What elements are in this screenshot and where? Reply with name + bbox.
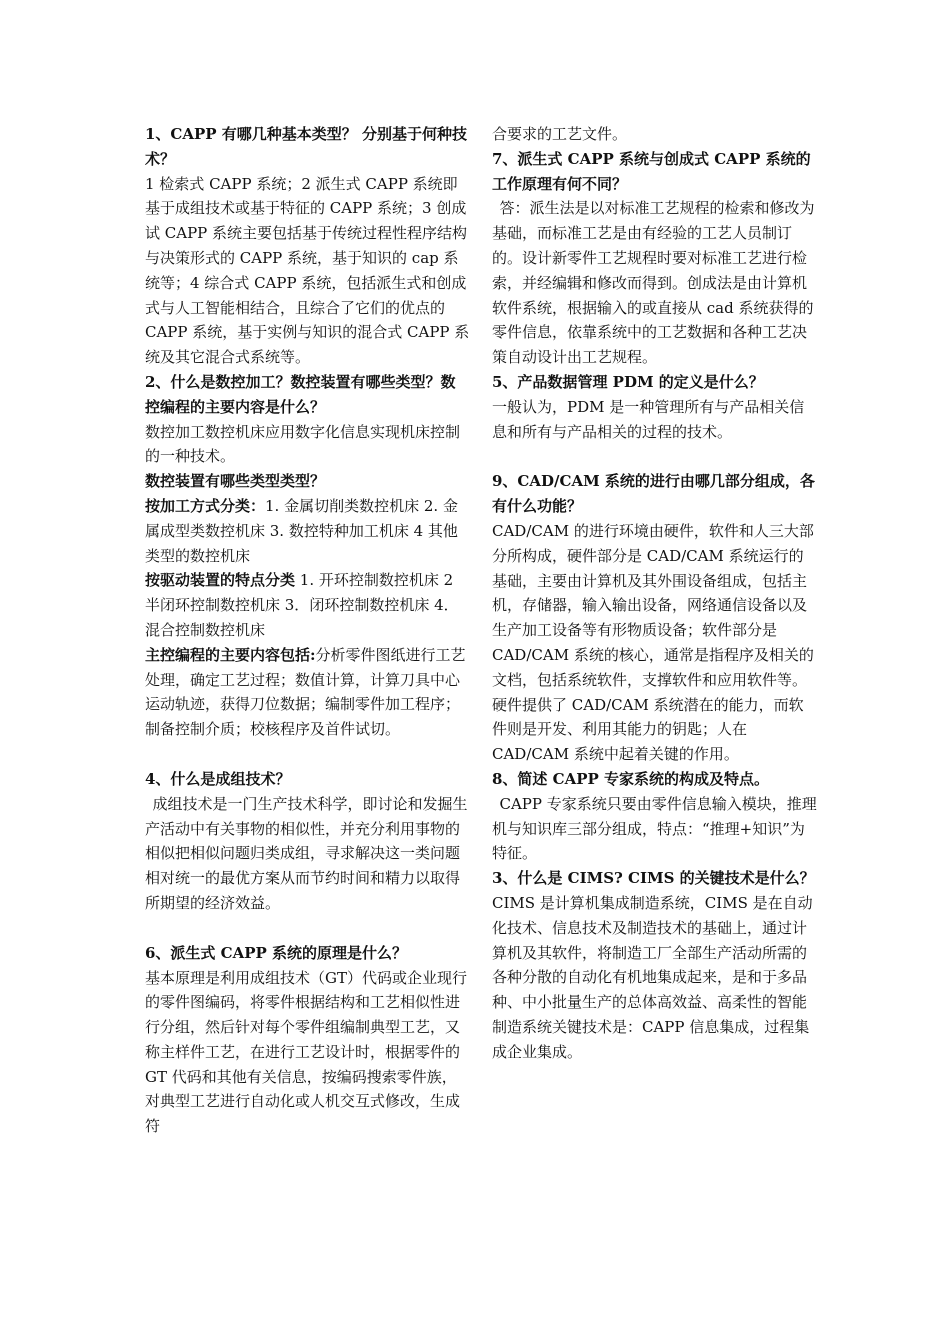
question-1-title: 1、CAPP 有哪几种基本类型？ 分别基于何种技术？: [145, 125, 468, 168]
question-8-title: 8、简述 CAPP 专家系统的构成及特点。: [492, 769, 770, 788]
question-8-answer: CAPP 专家系统只要由零件信息输入模块，推理机与知识库三部分组成，特点：“推理+知识”为特征。: [492, 794, 817, 863]
question-6-title: 6、派生式 CAPP 系统的原理是什么？: [145, 943, 408, 962]
question-4-title: 4、什么是成组技术？: [145, 769, 291, 788]
classification-by-drive-text: 1. 开环控制数控机床 2 半闭环控制数控机床 3．闭环控制数控机床 4．混合控制数控机床: [145, 571, 459, 639]
question-2-answer: 数控加工数控机床应用数字化信息实现机床控制的一种技术。: [145, 422, 461, 466]
question-1-answer: 1 检索式 CAPP 系统；2 派生式 CAPP 系统即基于成组技术或基于特征的 CAPP 系统；3 创成试 CAPP 系统主要包括基于传统过程性程序结构与决策形式的 CAPP 系统，基于知识的 cap 系统等；4 综合式 CAPP 系统，包括派生式和创成式与人工智能相结合，且综合了它们的优点的 CAPP 系统，基于实例与知识的混合式 CAPP 系统及其它混合式系统等。: [145, 174, 470, 367]
question-6-answer: 基本原理是利用成组技术（GT）代码或企业现行的零件图编码，将零件根据结构和工艺相似性进行分组，然后针对每个零件组编制典型工艺，又称主样件工艺，在进行工艺设计时，根据零件的 GT 代码和其他有关信息，按编码搜索零件族，对典型工艺进行自动化或人机交互式修改，生成符: [145, 968, 467, 1136]
question-3-title: 3、什么是 CIMS? CIMS 的关键技术是什么？: [492, 869, 815, 888]
programming-content-label: 主控编程的主要内容包括:: [145, 645, 316, 664]
spacer: [492, 444, 817, 469]
classification-by-process-text: 1. 金属切削类数控机床 2. 金属成型类数控机床 3. 数控特种加工机床 4 其他类型的数控机床: [145, 496, 458, 565]
classification-by-process: [145, 494, 470, 568]
question-9-answer: CAD/CAM 的进行环境由硬件，软件和人三大部分所构成，硬件部分是 CAD/CAM 系统运行的基础，主要由计算机及其外围设备组成，包括主机，存储器，输入输出设备，网络通信设备以及生产加工设备等有形物质设备；软件部分是 CAD/CAM 系统的核心，通常是指程序及相关的文档，包括系统软件，支撑软件和应用软件等。硬件提供了 CAD/CAM 系统潜在的能力，而软件则是开发、利用其能力的钥匙；人在 CAD/CAM 系统中起着关键的作用。: [492, 521, 814, 764]
question-5-title: 5、产品数据管理 PDM 的定义是什么？: [492, 372, 764, 391]
question-4-answer: 成组技术是一门生产技术科学，即讨论和发掘生产活动中有关事物的相似性，并充分利用事物的相似把相似问题归类成组，寻求解决这一类问题相对统一的最优方案从而节约时间和精力以取得所期望的经济效益。: [145, 794, 468, 912]
right-column: [492, 122, 817, 1064]
question-9-title: 9、CAD/CAM 系统的进行由哪几部分组成，各有什么功能？: [492, 472, 815, 516]
question-3-answer: CIMS 是计算机集成制造系统，CIMS 是在自动化技术、信息技术及制造技术的基础上，通过计算机及其软件，将制造工厂全部生产活动所需的各种分散的自动化有机地集成起来，是和于多品种、中小批量生产的总体高效益、高柔性的智能制造系统关键技术是：CAPP 信息集成，过程集成企业集成。: [492, 893, 813, 1061]
programming-content-text: 分析零件图纸进行工艺处理，确定工艺过程；数值计算，计算刀具中心运动轨迹，获得刀位数据；编制零件加工程序；制备控制介质；校核程序及首件试切。: [145, 645, 466, 739]
classification-by-drive-label: 按驱动装置的特点分类: [145, 571, 296, 590]
classification-by-drive: [145, 568, 470, 642]
question-5-answer: 一般认为，PDM 是一种管理所有与产品相关信息和所有与产品相关的过程的技术。: [492, 397, 805, 441]
question-2-subheading: 数控装置有哪些类型类型？: [145, 472, 326, 491]
classification-by-process-label: 按加工方式分类：: [145, 496, 266, 515]
spacer: [145, 742, 470, 767]
spacer: [145, 916, 470, 941]
question-6-answer-continued: 合要求的工艺文件。: [492, 125, 628, 143]
left-column: [145, 122, 470, 1139]
question-7-answer: 答：派生法是以对标准工艺规程的检索和修改为基础，而标准工艺是由有经验的工艺人员制订的。设计新零件工艺规程时要对标准工艺进行检索，并经编辑和修改而得到。创成法是由计算机软件系统，根据输入的或直接从 cad 系统获得的零件信息，依靠系统中的工艺数据和各种工艺决策自动设计出工艺规程。: [492, 199, 815, 367]
question-2-title: 2、什么是数控加工？数控装置有哪些类型？数控编程的主要内容是什么？: [145, 372, 456, 416]
programming-content: [145, 643, 470, 742]
question-7-title: 7、派生式 CAPP 系统与创成式 CAPP 系统的工作原理有何不同？: [492, 149, 811, 193]
